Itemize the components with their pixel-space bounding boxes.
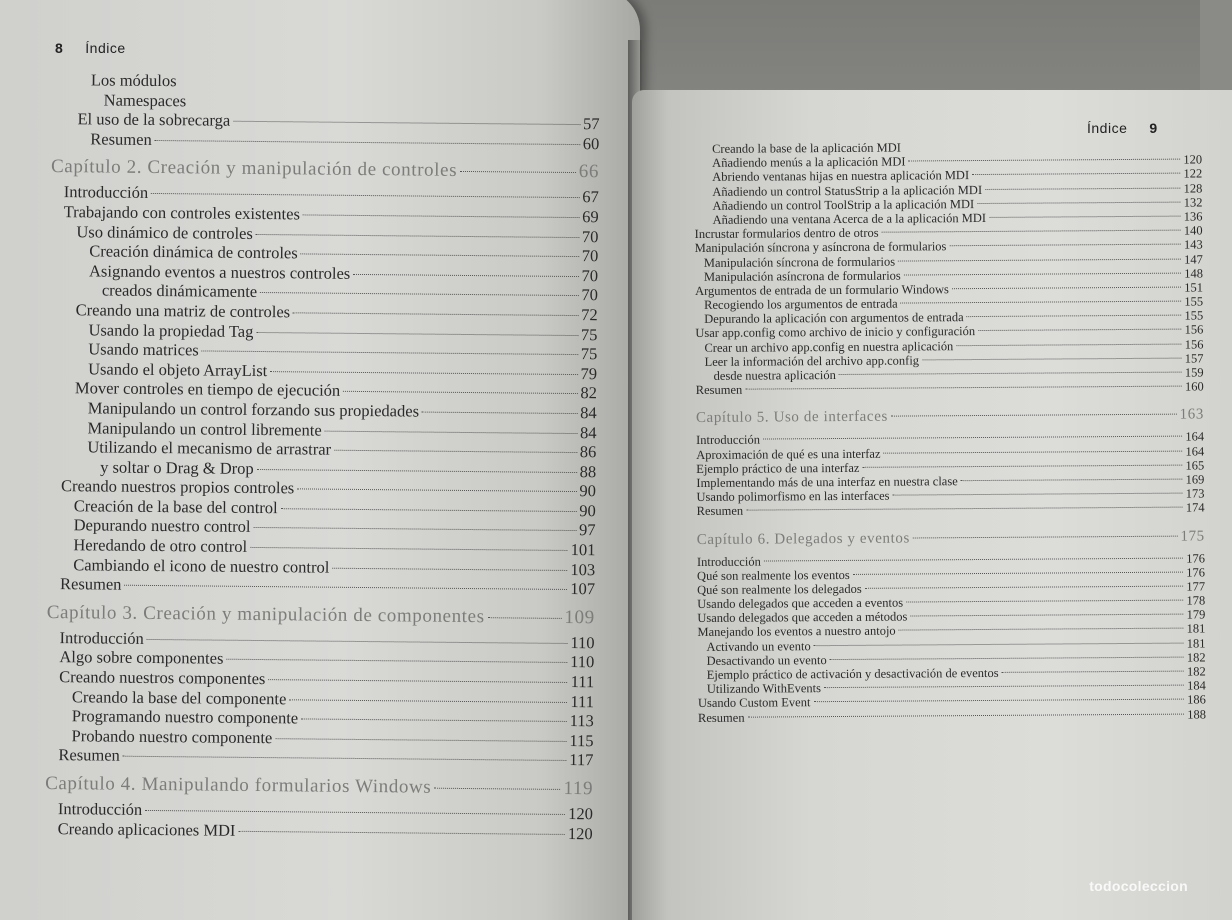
toc-entry-page: 165 — [1185, 458, 1205, 473]
toc-leader-dots — [253, 527, 576, 531]
toc-entry-page: 164 — [1185, 429, 1205, 444]
toc-leader-dots — [256, 332, 578, 336]
toc-leader-dots — [297, 489, 576, 493]
toc-leader-dots — [961, 479, 1183, 482]
toc-entry-page: 143 — [1183, 237, 1203, 252]
toc-entry-title: Depurando la aplicación con argumentos de entrada — [704, 310, 964, 327]
toc-entry-title: Usando el objeto ArrayList — [88, 359, 268, 380]
toc-leader-dots — [422, 411, 577, 413]
toc-entry-page: 176 — [1186, 550, 1205, 566]
toc-entry-title: Resumen — [59, 574, 122, 594]
toc-entry-page: 67 — [582, 187, 599, 207]
toc-leader-dots — [839, 372, 1182, 375]
toc-entry-title: Los módulos — [90, 70, 177, 91]
toc-entry-title: Añadiendo un control ToolStrip a la aplicación MDI — [712, 196, 975, 213]
toc-leader-dots — [904, 272, 1181, 275]
toc-leader-dots — [268, 679, 567, 683]
toc-entry-page: 140 — [1183, 223, 1203, 238]
toc-leader-dots — [883, 450, 1182, 453]
toc-entry-title: Usando matrices — [88, 339, 199, 360]
toc-entry-page: 75 — [580, 344, 598, 364]
toc-leader-dots — [281, 508, 577, 512]
toc-entry-title: Implementando más de una interfaz en nuestra clase — [696, 474, 958, 490]
toc-entry-title: Ejemplo práctico de activación y desactivación de eventos — [706, 665, 999, 682]
toc-entry-title: El uso de la sobrecarga — [77, 109, 231, 130]
toc-leader-dots — [956, 343, 1181, 346]
toc-entry-page: 128 — [1183, 181, 1203, 196]
toc-leader-dots — [922, 357, 1182, 360]
toc-entry-page: 70 — [581, 246, 599, 266]
left-running-head-title: Índice — [85, 40, 126, 56]
toc-leader-dots — [977, 201, 1181, 203]
toc-leader-dots — [325, 430, 577, 433]
toc-entry-title: Usando polimorfismo en las interfaces — [696, 488, 890, 505]
toc-entry-title: Desactivando un evento — [706, 652, 827, 668]
toc-leader-dots — [899, 628, 1184, 631]
toc-leader-dots — [764, 557, 1183, 561]
toc-entry-title: Manipulación síncrona de formularios — [703, 254, 896, 270]
toc-entry-page: 174 — [1185, 500, 1205, 515]
toc-leader-dots — [748, 713, 1185, 717]
toc-entry-title: Aproximación de qué es una interfaz — [696, 446, 881, 462]
toc-leader-dots — [814, 642, 1184, 646]
toc-leader-dots — [147, 639, 568, 644]
toc-leader-dots — [989, 216, 1181, 218]
toc-entry-page: 120 — [567, 823, 593, 843]
toc-entry-page: 182 — [1186, 664, 1206, 679]
toc-entry-page: 70 — [581, 265, 599, 286]
toc-entry-title: Creando la base de la aplicación MDI — [711, 140, 901, 156]
toc-leader-dots — [813, 699, 1184, 703]
toc-entry-title: Argumentos de entrada de un formulario Windows — [694, 282, 949, 298]
toc-entry-page: 157 — [1184, 351, 1204, 366]
toc-entry-page: 181 — [1186, 621, 1206, 637]
toc-leader-dots — [891, 414, 1177, 417]
toc-entry-page: 84 — [579, 422, 597, 442]
toc-entry-title: Resumen — [696, 503, 744, 519]
toc-entry-title: Introducción — [57, 799, 143, 819]
toc-entry-page: 173 — [1185, 486, 1205, 501]
toc-entry-title: Creando aplicaciones MDI — [57, 818, 236, 840]
toc-leader-dots — [257, 469, 577, 473]
toc-entry-title: Heredando de otro control — [73, 535, 248, 556]
toc-entry-page: 155 — [1184, 294, 1204, 309]
toc-leader-dots — [952, 286, 1181, 289]
toc-entry-title: Activando un evento — [706, 638, 811, 654]
toc-entry-page: 66 — [578, 161, 600, 183]
toc-leader-dots — [898, 258, 1181, 261]
toc-leader-dots — [155, 140, 580, 145]
toc-entry-title: Capítulo 3. Creación y manipulación de componentes — [46, 601, 485, 628]
toc-leader-dots — [275, 738, 566, 742]
toc-entry-title: Añadiendo una ventana Acerca de a la aplicación MDI — [712, 210, 987, 227]
toc-entry-title: Manejando los eventos a nuestro antojo — [697, 624, 896, 640]
toc-leader-dots — [967, 315, 1182, 317]
toc-entry-page: 97 — [579, 520, 596, 540]
toc-entry-page: 188 — [1187, 707, 1207, 722]
toc-entry-page: 69 — [582, 207, 599, 227]
toc-entry-page: 182 — [1186, 650, 1206, 665]
toc-entry-page: 70 — [581, 226, 599, 246]
right-toc-list — [694, 138, 1206, 724]
toc-entry-page: 169 — [1185, 472, 1205, 487]
toc-leader-dots — [488, 617, 562, 619]
toc-entry-page: 111 — [570, 672, 595, 692]
toc-entry-title: Resumen — [58, 745, 120, 766]
toc-entry-page: 178 — [1186, 593, 1206, 608]
toc-entry-title: Manipulación asíncrona de formularios — [703, 268, 901, 284]
toc-entry-page: 160 — [1184, 379, 1204, 394]
toc-leader-dots — [901, 301, 1182, 304]
toc-entry-page: 107 — [570, 579, 596, 599]
toc-entry-title: Resumen — [697, 710, 745, 725]
toc-entry-title: Creación dinámica de controles — [89, 241, 298, 263]
toc-leader-dots — [250, 547, 568, 551]
toc-entry-title: Introducción — [696, 554, 761, 569]
toc-chapter-heading — [51, 148, 599, 187]
toc-entry — [45, 819, 593, 844]
toc-entry-page: 147 — [1184, 251, 1203, 267]
toc-entry-page: 177 — [1186, 579, 1206, 594]
toc-chapter-heading — [696, 394, 1204, 434]
toc-entry-page: 151 — [1184, 280, 1204, 295]
toc-entry-title: Abriendo ventanas hijas en nuestra aplicación MDI — [712, 168, 970, 185]
toc-entry-page: 88 — [579, 461, 597, 481]
toc-entry-page: 120 — [568, 803, 593, 824]
toc-entry-title: Creando la base del componente — [71, 686, 287, 708]
toc-entry-title: Cambiando el icono de nuestro control — [73, 554, 330, 577]
toc-leader-dots — [949, 244, 1181, 247]
toc-entry-page: 84 — [580, 402, 597, 423]
toc-entry-page: 159 — [1184, 365, 1204, 380]
toc-leader-dots — [353, 274, 578, 277]
right-page-number: 9 — [1149, 120, 1158, 136]
toc-entry-title: Manipulando un control forzando sus propiedades — [87, 398, 420, 421]
toc-entry-title: Probando nuestro componente — [71, 726, 273, 747]
toc-entry-title: Introducción — [63, 182, 149, 203]
toc-leader-dots — [913, 535, 1178, 538]
toc-entry-page: 164 — [1185, 444, 1205, 459]
right-running-head — [1087, 120, 1158, 136]
toc-entry-title: Manipulación síncrona y asíncrona de formularios — [694, 239, 947, 256]
toc-entry-title: Depurando nuestro control — [73, 515, 251, 537]
toc-entry-title: Creando una matriz de controles — [75, 300, 291, 322]
right-running-head-title: Índice — [1087, 120, 1128, 136]
toc-leader-dots — [906, 600, 1183, 603]
toc-entry-title: Capítulo 6. Delegados y eventos — [696, 530, 910, 548]
toc-leader-dots — [293, 312, 578, 316]
toc-leader-dots — [332, 567, 567, 570]
toc-leader-dots — [334, 450, 577, 453]
toc-entry-title: Recogiendo los argumentos de entrada — [704, 296, 898, 312]
toc-entry-page: 148 — [1184, 266, 1203, 281]
watermark-logo: todocoleccion — [1089, 878, 1188, 894]
toc-entry-page: 72 — [581, 305, 598, 325]
toc-entry-page: 70 — [581, 285, 598, 305]
toc-entry-title: Introducción — [59, 627, 144, 648]
toc-entry-page: 156 — [1184, 337, 1204, 352]
toc-entry-title: Utilizando WithEvents — [706, 681, 822, 697]
toc-entry-title: Crear un archivo app.config en nuestra aplicación — [704, 338, 954, 355]
toc-leader-dots — [865, 585, 1184, 588]
toc-entry-page: 117 — [569, 750, 594, 770]
toc-chapter-heading — [45, 765, 593, 804]
toc-entry-page: 110 — [570, 652, 595, 672]
toc-entry-title: desde nuestra aplicación — [713, 368, 836, 383]
toc-entry-page: 109 — [564, 606, 595, 629]
toc-leader-dots — [910, 614, 1183, 617]
toc-entry-title: Creando nuestros propios controles — [60, 476, 295, 498]
toc-chapter-heading — [697, 515, 1205, 555]
toc-entry-page: 110 — [570, 632, 595, 653]
toc-entry-title: Utilizando el mecanismo de arrastrar — [87, 437, 332, 459]
toc-entry-title: Incrustar formularios dentro de otros — [694, 225, 879, 242]
toc-entry-page: 175 — [1180, 527, 1205, 545]
toc-entry-title: Usando delegados que acceden a eventos — [697, 595, 904, 612]
toc-leader-dots — [233, 121, 580, 125]
toc-entry-page: 122 — [1183, 166, 1203, 181]
toc-leader-dots — [124, 585, 567, 590]
toc-leader-dots — [238, 830, 564, 834]
toc-entry-title: Creando nuestros componentes — [59, 667, 266, 689]
toc-entry-page: 57 — [582, 114, 600, 134]
toc-entry-title: Resumen — [90, 129, 152, 149]
toc-leader-dots — [972, 173, 1180, 175]
toc-leader-dots — [151, 193, 579, 198]
toc-entry-title: Ejemplo práctico de una interfaz — [696, 460, 860, 476]
toc-entry-title: Programando nuestro componente — [71, 706, 299, 728]
toc-entry-page: 186 — [1187, 692, 1206, 707]
toc-entry-page: 181 — [1186, 636, 1206, 651]
toc-entry-title: Asignando eventos a nuestros controles — [88, 261, 351, 283]
toc-entry-page: 156 — [1184, 322, 1204, 338]
toc-entry-page: 113 — [569, 711, 594, 731]
toc-leader-dots — [824, 685, 1184, 689]
toc-entry-title: Leer la información del archivo app.config — [704, 353, 920, 369]
toc-leader-dots — [985, 187, 1181, 189]
toc-leader-dots — [978, 329, 1181, 331]
toc-leader-dots — [908, 159, 1180, 162]
toc-entry-title: Manipulando un control libremente — [87, 417, 322, 440]
toc-entry-page: 120 — [1183, 152, 1203, 167]
toc-entry-page: 119 — [563, 777, 594, 800]
toc-entry-page: 136 — [1183, 209, 1203, 224]
toc-leader-dots — [434, 788, 560, 790]
toc-leader-dots — [862, 464, 1182, 467]
toc-entry-page: 176 — [1186, 565, 1206, 580]
toc-entry-page: 101 — [570, 540, 596, 560]
toc-chapter-heading — [47, 594, 595, 633]
toc-entry-page: 90 — [579, 481, 597, 501]
toc-entry-page: 103 — [570, 559, 596, 579]
toc-entry-title: creados dinámicamente — [101, 280, 258, 302]
toc-leader-dots — [260, 292, 578, 296]
toc-leader-dots — [202, 351, 578, 356]
toc-leader-dots — [256, 234, 579, 238]
toc-leader-dots — [226, 659, 567, 663]
toc-entry-title: Usar app.config como archivo de inicio y configuración — [695, 324, 976, 341]
toc-leader-dots — [763, 436, 1182, 440]
right-page — [632, 90, 1232, 920]
toc-leader-dots — [1002, 671, 1184, 673]
toc-entry-page: 82 — [580, 383, 598, 403]
toc-leader-dots — [270, 371, 577, 375]
toc-leader-dots — [830, 656, 1184, 659]
toc-entry-page: 155 — [1184, 308, 1204, 323]
toc-entry-title: Capítulo 5. Uso de interfaces — [695, 409, 888, 427]
toc-entry-page: 79 — [580, 363, 598, 383]
toc-leader-dots — [343, 391, 577, 394]
toc-entry-page: 90 — [579, 500, 596, 521]
toc-leader-dots — [746, 507, 1183, 511]
toc-entry-page: 111 — [570, 691, 595, 711]
toc-entry-title: Namespaces — [103, 90, 187, 110]
toc-leader-dots — [301, 254, 579, 258]
toc-leader-dots — [301, 719, 566, 723]
toc-entry-page: 132 — [1183, 195, 1203, 210]
toc-entry-title: Introducción — [696, 432, 761, 448]
toc-entry-page: 75 — [580, 324, 598, 344]
toc-entry-title: Añadiendo un control StatusStrip a la aplicación MDI — [712, 182, 983, 199]
toc-entry-title: Qué son realmente los eventos — [696, 567, 850, 583]
toc-entry-page: 184 — [1187, 678, 1206, 693]
toc-entry-page: 163 — [1179, 406, 1204, 423]
toc-entry-page: 115 — [569, 730, 594, 751]
toc-entry-page: 179 — [1186, 607, 1206, 622]
toc-leader-dots — [289, 699, 567, 703]
toc-leader-dots — [882, 230, 1181, 233]
toc-entry-title: Capítulo 4. Manipulando formularios Windows — [45, 772, 432, 798]
left-running-head — [55, 40, 126, 56]
toc-leader-dots — [745, 386, 1182, 390]
left-toc-list — [45, 70, 600, 843]
toc-entry-title: Capítulo 2. Creación y manipulación de controles — [50, 156, 458, 182]
toc-leader-dots — [145, 810, 565, 815]
toc-leader-dots — [123, 756, 566, 761]
toc-entry-title: Qué son realmente los delegados — [697, 581, 862, 597]
toc-entry-title: Usando delegados que acceden a métodos — [697, 609, 908, 626]
toc-entry-title: Creación de la base del control — [73, 496, 278, 518]
toc-entry-title: Uso dinámico de controles — [76, 221, 253, 243]
toc-leader-dots — [853, 571, 1184, 574]
toc-leader-dots — [460, 171, 576, 173]
toc-entry-page: 86 — [579, 442, 597, 462]
toc-entry-title: Usando Custom Event — [697, 695, 811, 711]
toc-leader-dots — [303, 214, 579, 218]
toc-entry-title: Usando la propiedad Tag — [88, 319, 254, 341]
toc-entry-title: Mover controles en tiempo de ejecución — [74, 378, 341, 401]
toc-entry-title: Resumen — [695, 382, 743, 398]
toc-leader-dots — [892, 493, 1182, 496]
toc-entry-page: 60 — [582, 133, 600, 154]
toc-entry-title: Trabajando con controles existentes — [63, 202, 301, 224]
left-page-number: 8 — [55, 40, 64, 56]
toc-entry-title: y soltar o Drag & Drop — [100, 457, 254, 478]
toc-entry-title: Añadiendo menús a la aplicación MDI — [712, 154, 906, 171]
toc-entry-title: Algo sobre componentes — [59, 647, 224, 669]
